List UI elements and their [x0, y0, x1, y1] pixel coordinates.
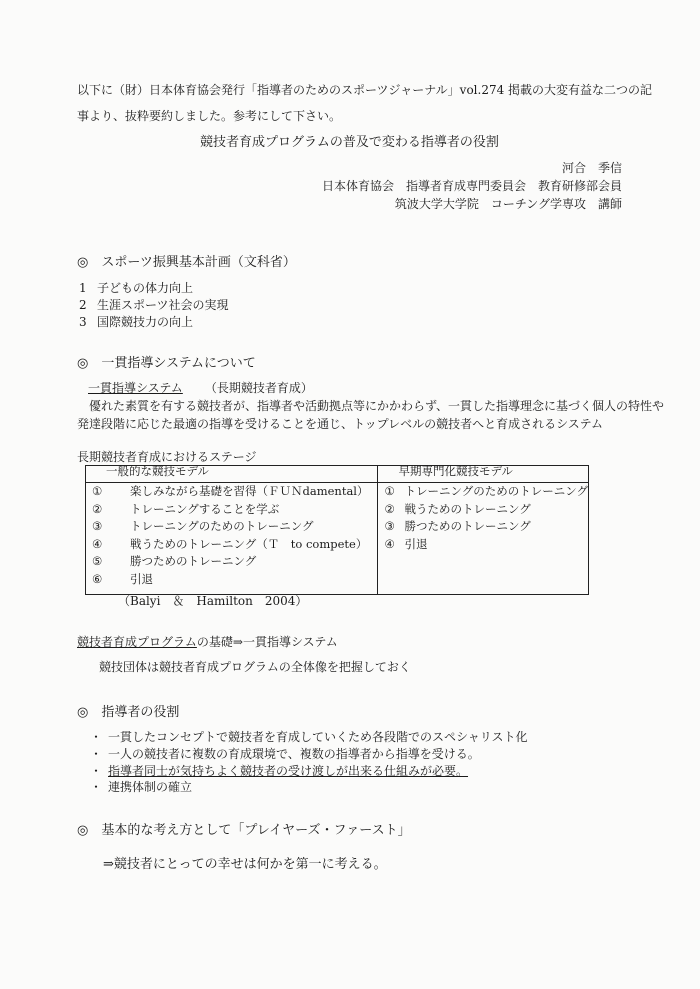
table-caption: 長期競技者育成におけるステージ: [77, 450, 257, 464]
stage-text: トレーニングすることを学ぶ: [130, 501, 280, 516]
program-term: 競技者育成プログラム: [77, 635, 197, 649]
section-heading-players-first: ◎ 基本的な考え方として「プレイヤーズ・ファースト」: [77, 823, 411, 838]
section-heading-consistent-system: ◎ 一貫指導システムについて: [77, 356, 256, 371]
stage-number: ④: [384, 536, 395, 551]
program-sub: 競技団体は競技者育成プログラムの全体像を把握しておく: [99, 660, 411, 674]
term-line: [88, 382, 313, 394]
table-header-general: 一般的な競技モデル: [86, 466, 378, 483]
citation: （Balyi ＆ Hamilton 2004）: [118, 594, 308, 608]
bullet-icon: ・: [89, 747, 102, 761]
stage-text: トレーニングのためのトレーニング: [130, 519, 314, 533]
bullet-icon: ・: [89, 780, 102, 794]
general-model-list: [86, 483, 377, 594]
stage-number: ③: [384, 519, 395, 533]
author-affiliation-1: 日本体育協会 指導者育成専門委員会 教育研修部会員: [321, 179, 622, 193]
stage-text: 勝つためのトレーニング: [404, 519, 531, 533]
list-item: [84, 781, 192, 793]
system-description-2: 発達段階に応じた最適の指導を受けることを通じ、トップレベルの競技者へと育成されるシステム: [77, 417, 603, 431]
list-item-text: 生涯スポーツ社会の実現: [97, 298, 229, 312]
list-item: [79, 282, 193, 294]
section-heading-coach-role: ◎ 指導者の役割: [77, 705, 180, 720]
bullet-text: 連携体制の確立: [108, 780, 193, 794]
bullet-text: 一貫したコンセプトで競技者を育成していくため各段階でのスペシャリスト化: [108, 730, 528, 744]
stage-number: ③: [92, 519, 103, 533]
list-item: [79, 316, 193, 328]
bullet-text: 指導者同士が気持ちよく競技者の受け渡しが出来る仕組みが必要。: [108, 764, 469, 778]
list-item: [84, 731, 528, 743]
stage-text: トレーニングのためのトレーニング: [404, 484, 588, 498]
term-note: （長期競技者育成）: [204, 381, 313, 395]
list-item-text: 国際競技力の向上: [97, 315, 194, 329]
bullet-icon: ・: [89, 730, 102, 744]
stage-number: ⑤: [92, 554, 103, 568]
system-description-1: 優れた素質を有する競技者が、指導者や活動拠点等にかかわらず、一貫した指導理念に基づく個人の特性や: [89, 399, 665, 413]
stage-number: ④: [92, 536, 103, 551]
table-header-early: 早期専門化競技モデル: [378, 466, 589, 483]
early-model-list: [378, 483, 588, 559]
bullet-icon: ・: [89, 764, 102, 778]
stage-text: 楽しみながら基礎を習得（ＦＵＮdamental）: [130, 484, 369, 498]
stage-number: ⑥: [92, 571, 103, 586]
section-heading-sports-plan: ◎ スポーツ振興基本計画（文科省）: [77, 255, 296, 270]
list-item-number: 3: [79, 315, 87, 329]
list-item: [84, 748, 480, 760]
document-title: 競技者育成プログラムの普及で変わる指導者の役割: [200, 135, 499, 150]
list-item: [79, 299, 229, 311]
stage-number: ②: [384, 501, 395, 516]
stage-text: 勝つためのトレーニング: [130, 554, 257, 568]
list-item: [84, 765, 468, 777]
stage-number: ①: [384, 484, 395, 498]
author-name: 河合 季信: [561, 161, 622, 175]
intro-line-1: 以下に（財）日本体育協会発行「指導者のためのスポーツジャーナル」vol.274 掲載の大変有益な二つの記: [77, 83, 653, 97]
stage-text: 戦うためのトレーニング: [404, 501, 531, 516]
stage-number: ②: [92, 501, 103, 516]
list-item-text: 子どもの体力向上: [97, 281, 194, 295]
term: 一貫指導システム: [88, 381, 183, 395]
table-row: [384, 536, 588, 557]
author-affiliation-2: 筑波大学大学院 コーチング学専攻 講師: [394, 197, 622, 211]
table-row: [92, 571, 377, 592]
stage-text: 戦うためのトレーニング（Ｔ to compete）: [130, 536, 368, 551]
program-line: [77, 636, 338, 648]
conclusion: ⇒競技者にとっての幸せは何かを第一に考える。: [103, 857, 387, 872]
list-item-number: 1: [79, 281, 87, 295]
program-rest: の基礎⇒一貫指導システム: [196, 635, 338, 649]
stage-text: 引退: [130, 571, 153, 586]
list-item-number: 2: [79, 298, 87, 312]
intro-line-2: 事より、抜粋要約しました。参考にして下さい。: [77, 109, 342, 123]
bullet-text: 一人の競技者に複数の育成環境で、複数の指導者から指導を受ける。: [108, 747, 480, 761]
stages-table: [85, 465, 589, 595]
stage-number: ①: [92, 484, 103, 498]
stage-text: 引退: [404, 536, 428, 551]
